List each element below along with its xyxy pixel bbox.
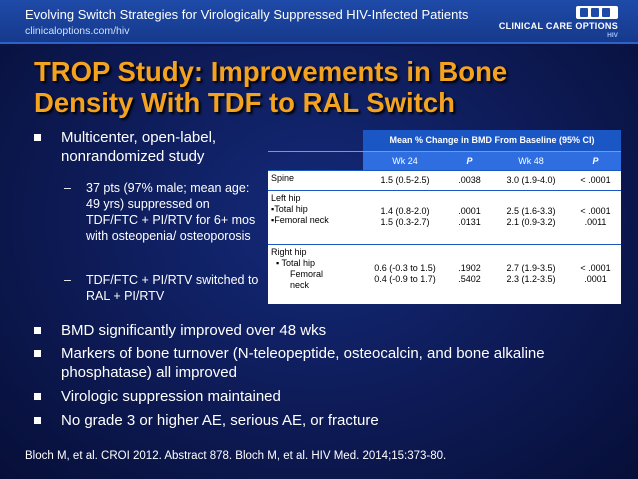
col-header-p24: P [447, 151, 492, 170]
bullet-bmd-improved: BMD significantly improved over 48 wks [34, 321, 624, 340]
bullet-square-icon [34, 327, 41, 334]
table-row: Spine 1.5 (0.5-2.5) .0038 3.0 (1.9-4.0) < .0001 [268, 170, 621, 190]
clinical-care-options-logo [498, 6, 618, 40]
table-row: Left hip ▪Total hip ▪Femoral neck 1.4 (0.8-2.0) 1.5 (0.3-2.7) .0001 .0131 2.5 (1.6-3.3) 2.1 (0.9-3.2) < .0001 .0011 [268, 190, 621, 244]
slide-body [0, 46, 638, 479]
table-caption: Mean % Change in BMD From Baseline (95% CI) [363, 130, 621, 151]
logo-text: CLINICAL CARE OPTIONS [498, 21, 618, 31]
table-row: Right hip ▪ Total hip Femoral neck 0.6 (-0.3 to 1.5) 0.4 (-0.9 to 1.7) .1902 .5402 2.7 (1.9-3.5) 2.3 (1.2-3.5) < .0001 .0001 [268, 244, 621, 304]
col-header-p48: P [570, 151, 621, 170]
dash-icon: – [64, 273, 71, 287]
bullet-square-icon [34, 393, 41, 400]
sub-bullet-patients: – 37 pts (97% male; mean age: 49 yrs) suppressed on TDF/FTC + PI/RTV for 6+ mos with osteopenia/ osteoporosis [64, 181, 256, 243]
logo-mark-icon [576, 6, 618, 19]
header-title: Evolving Switch Strategies for Virologically Suppressed HIV-Infected Patients [25, 7, 469, 22]
bmd-table [268, 130, 621, 304]
header-url[interactable]: clinicaloptions.com/hiv [25, 25, 130, 37]
title-line-1: TROP Study: Improvements in Bone [34, 56, 508, 87]
bullet-bone-markers: Markers of bone turnover (N-teleopeptide, osteocalcin, and bone alkaline phosphatase) all improved [34, 344, 624, 382]
bullet-no-ae: No grade 3 or higher AE, serious AE, or fracture [34, 411, 624, 430]
bullet-square-icon [34, 350, 41, 357]
bullet-square-icon [34, 134, 41, 141]
bullet-square-icon [34, 417, 41, 424]
bullet-virologic: Virologic suppression maintained [34, 387, 624, 406]
col-header-wk24: Wk 24 [363, 151, 447, 170]
col-header-wk48: Wk 48 [492, 151, 570, 170]
citation: Bloch M, et al. CROI 2012. Abstract 878. Bloch M, et al. HIV Med. 2014;15:373-80. [25, 450, 447, 462]
dash-icon: – [64, 181, 71, 195]
slide-title [34, 56, 624, 118]
bullet-study-design: Multicenter, open-label, nonrandomized study [34, 128, 264, 166]
slide-header [0, 0, 638, 44]
title-line-2: Density With TDF to RAL Switch [34, 87, 455, 118]
sub-bullet-switch: – TDF/FTC + PI/RTV switched to RAL + PI/RTV [64, 273, 259, 303]
logo-sub: HIV [607, 32, 618, 39]
